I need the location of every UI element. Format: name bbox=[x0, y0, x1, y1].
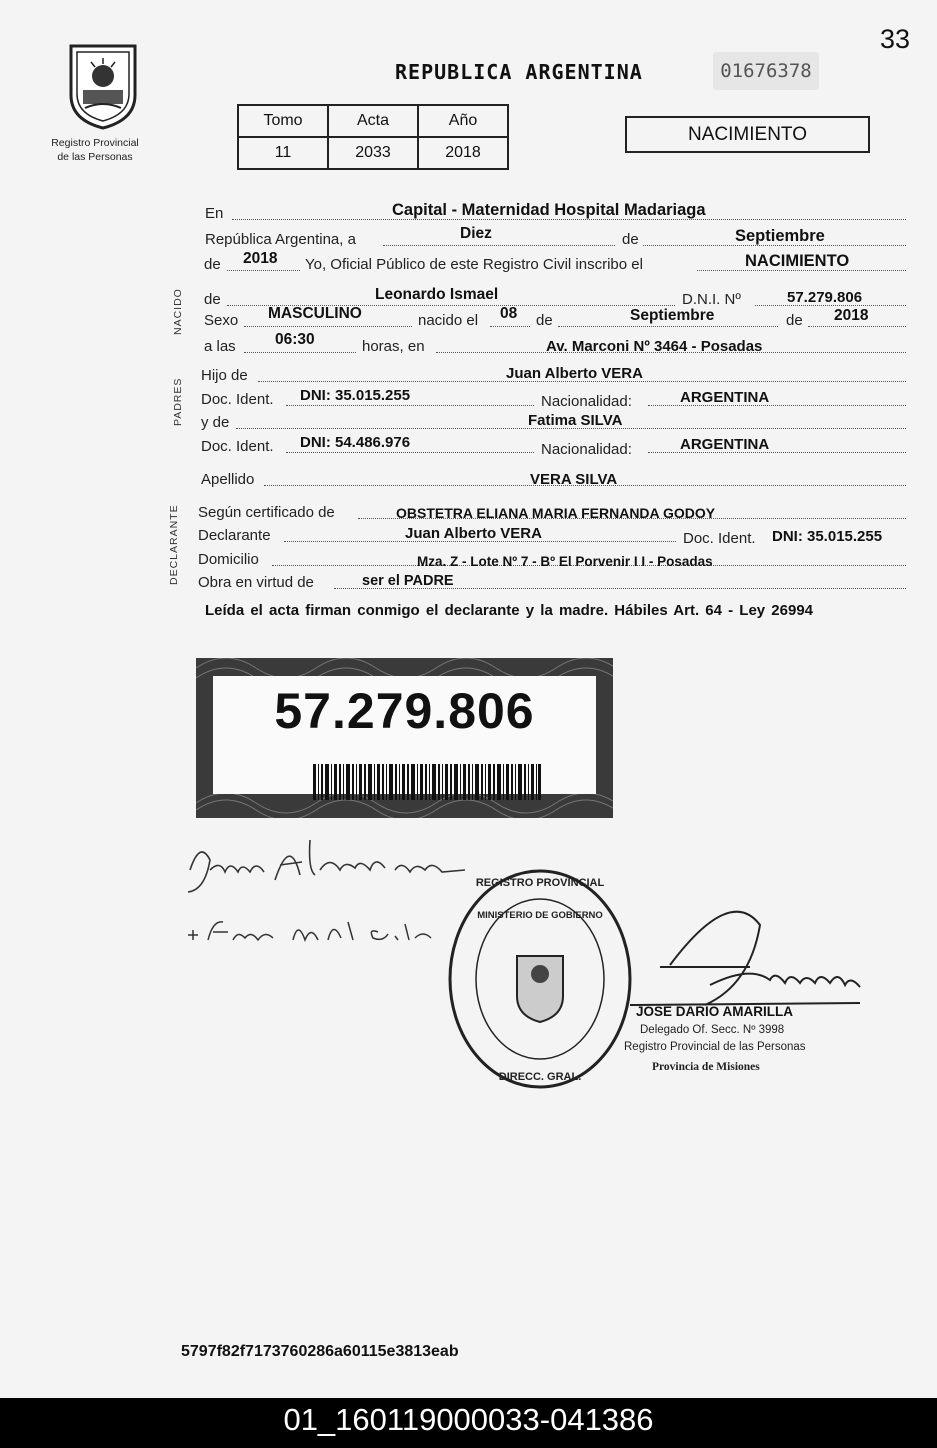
inscribo-value: NACIMIENTO bbox=[745, 252, 850, 270]
page-number: 33 bbox=[880, 24, 911, 54]
side-label-padres: PADRES bbox=[172, 377, 184, 426]
row-madre bbox=[200, 409, 906, 431]
nacido-dia: 08 bbox=[500, 305, 518, 322]
doc3-label: Doc. Ident. bbox=[683, 530, 756, 547]
misiones-shield-icon bbox=[63, 40, 143, 130]
legal-text: Leída el acta firman conmigo el declarante y la madre. Hábiles Art. 64 - Ley 26994 bbox=[205, 602, 814, 619]
de-label: de bbox=[622, 231, 639, 248]
cert-label: Según certificado de bbox=[198, 504, 335, 521]
row-inscripcion bbox=[200, 251, 906, 273]
sexo-value: MASCULINO bbox=[268, 305, 362, 322]
nac1-label: Nacionalidad: bbox=[541, 393, 632, 410]
row-padre bbox=[200, 362, 906, 384]
tomo-header: Tomo bbox=[238, 105, 328, 137]
document-hash: 5797f82f7173760286a60115e3813eab bbox=[181, 1343, 459, 1360]
nombre-value: Leonardo Ismael bbox=[375, 286, 499, 303]
official-province: Provincia de Misiones bbox=[652, 1061, 760, 1073]
dni-sticker-number: 57.279.806 bbox=[274, 683, 535, 739]
dni-sticker bbox=[196, 658, 613, 818]
dni-field-label: D.N.I. Nº bbox=[682, 291, 741, 308]
nacido-mes: Septiembre bbox=[630, 307, 715, 324]
row-doc-madre bbox=[200, 433, 906, 458]
doc1-value: DNI: 35.015.255 bbox=[300, 387, 411, 404]
registry-table bbox=[237, 104, 509, 170]
official-seal bbox=[445, 866, 635, 1092]
barcode-icon bbox=[313, 764, 541, 800]
tomo-value: 11 bbox=[238, 137, 328, 169]
anio-value: 2018 bbox=[418, 137, 508, 169]
row-domicilio bbox=[200, 546, 906, 568]
de4-label: de bbox=[786, 312, 803, 329]
anio-value: 2018 bbox=[243, 250, 278, 267]
hora-value: 06:30 bbox=[275, 331, 315, 348]
logo-caption-1: Registro Provincial bbox=[51, 137, 139, 149]
side-label-nacido: NACIDO bbox=[172, 288, 184, 335]
lugar-value: Av. Marconi Nº 3464 - Posadas bbox=[546, 338, 763, 355]
nac2-value: ARGENTINA bbox=[680, 436, 770, 453]
serial-number: 01676378 bbox=[713, 52, 819, 90]
declarante-label: Declarante bbox=[198, 527, 271, 544]
en-value: Capital - Maternidad Hospital Madariaga bbox=[392, 201, 706, 219]
logo-caption-2: de las Personas bbox=[57, 151, 133, 163]
side-label-declarante: DECLARANTE bbox=[168, 504, 180, 585]
official-title: Delegado Of. Secc. Nº 3998 bbox=[640, 1024, 785, 1036]
svg-text:REGISTRO PROVINCIAL: REGISTRO PROVINCIAL bbox=[475, 877, 605, 889]
domicilio-value: Mza. Z - Lote Nº 7 - Bº El Porvenir I I - Posadas bbox=[417, 554, 713, 569]
nacido-label: nacido el bbox=[418, 312, 479, 329]
svg-text:DIRECC. GRAL.: DIRECC. GRAL. bbox=[498, 1071, 582, 1083]
cert-value: OBSTETRA ELIANA MARIA FERNANDA GODOY bbox=[396, 505, 716, 521]
doc2-label: Doc. Ident. bbox=[201, 438, 274, 455]
declarante-value: Juan Alberto VERA bbox=[405, 525, 542, 542]
en-label: En bbox=[205, 205, 224, 222]
row-hora bbox=[200, 333, 906, 355]
hijo-label: Hijo de bbox=[201, 367, 248, 384]
doc3-value: DNI: 35.015.255 bbox=[772, 528, 883, 545]
de3-label: de bbox=[536, 312, 553, 329]
dia-value: Diez bbox=[460, 225, 492, 242]
obra-value: ser el PADRE bbox=[362, 573, 454, 589]
nac2-label: Nacionalidad: bbox=[541, 441, 632, 458]
footer-id: 01_160119000033-041386 bbox=[0, 1398, 937, 1448]
domicilio-label: Domicilio bbox=[198, 551, 259, 568]
nombre-label: de bbox=[204, 291, 221, 308]
nac1-value: ARGENTINA bbox=[680, 389, 770, 406]
yo-label: Yo, Oficial Público de este Registro Civil inscribo el bbox=[305, 256, 643, 273]
row-apellido bbox=[200, 466, 906, 488]
apellido-label: Apellido bbox=[201, 471, 255, 488]
row-en bbox=[200, 200, 906, 222]
row-doc-padre bbox=[200, 386, 906, 408]
svg-text:MINISTERIO DE GOBIERNO: MINISTERIO DE GOBIERNO bbox=[477, 910, 603, 921]
apellido-value: VERA SILVA bbox=[530, 471, 618, 488]
acta-header: Acta bbox=[328, 105, 418, 137]
madre-value: Fatima SILVA bbox=[528, 412, 623, 429]
row-certificado bbox=[200, 499, 906, 521]
padre-value: Juan Alberto VERA bbox=[506, 365, 643, 382]
declarante-signature bbox=[180, 830, 470, 900]
doc2-value: DNI: 54.486.976 bbox=[300, 434, 411, 451]
sexo-label: Sexo bbox=[204, 312, 239, 329]
nacido-anio: 2018 bbox=[834, 307, 869, 324]
row-fecha bbox=[200, 226, 906, 248]
madre-signature bbox=[183, 910, 443, 955]
republica-label: República Argentina, a bbox=[205, 231, 356, 248]
obra-label: Obra en virtud de bbox=[198, 574, 314, 591]
horas-label: horas, en bbox=[362, 338, 425, 355]
row-obra bbox=[200, 569, 906, 591]
official-office: Registro Provincial de las Personas bbox=[624, 1041, 806, 1053]
row-declarante bbox=[198, 522, 906, 547]
country-title: REPUBLICA ARGENTINA bbox=[395, 60, 643, 84]
document-type: NACIMIENTO bbox=[625, 116, 870, 153]
acta-value: 2033 bbox=[328, 137, 418, 169]
dni-sticker-inner bbox=[213, 676, 596, 794]
mes-value: Septiembre bbox=[735, 227, 825, 245]
official-name: JOSE DARIO AMARILLA bbox=[636, 1004, 794, 1019]
doc1-label: Doc. Ident. bbox=[201, 391, 274, 408]
province-logo bbox=[40, 40, 150, 175]
dni-field-value: 57.279.806 bbox=[787, 289, 863, 306]
anio-header: Año bbox=[418, 105, 508, 137]
row-sexo bbox=[200, 307, 906, 329]
de2-label: de bbox=[204, 256, 221, 273]
yde-label: y de bbox=[201, 414, 230, 431]
alas-label: a las bbox=[204, 338, 236, 355]
